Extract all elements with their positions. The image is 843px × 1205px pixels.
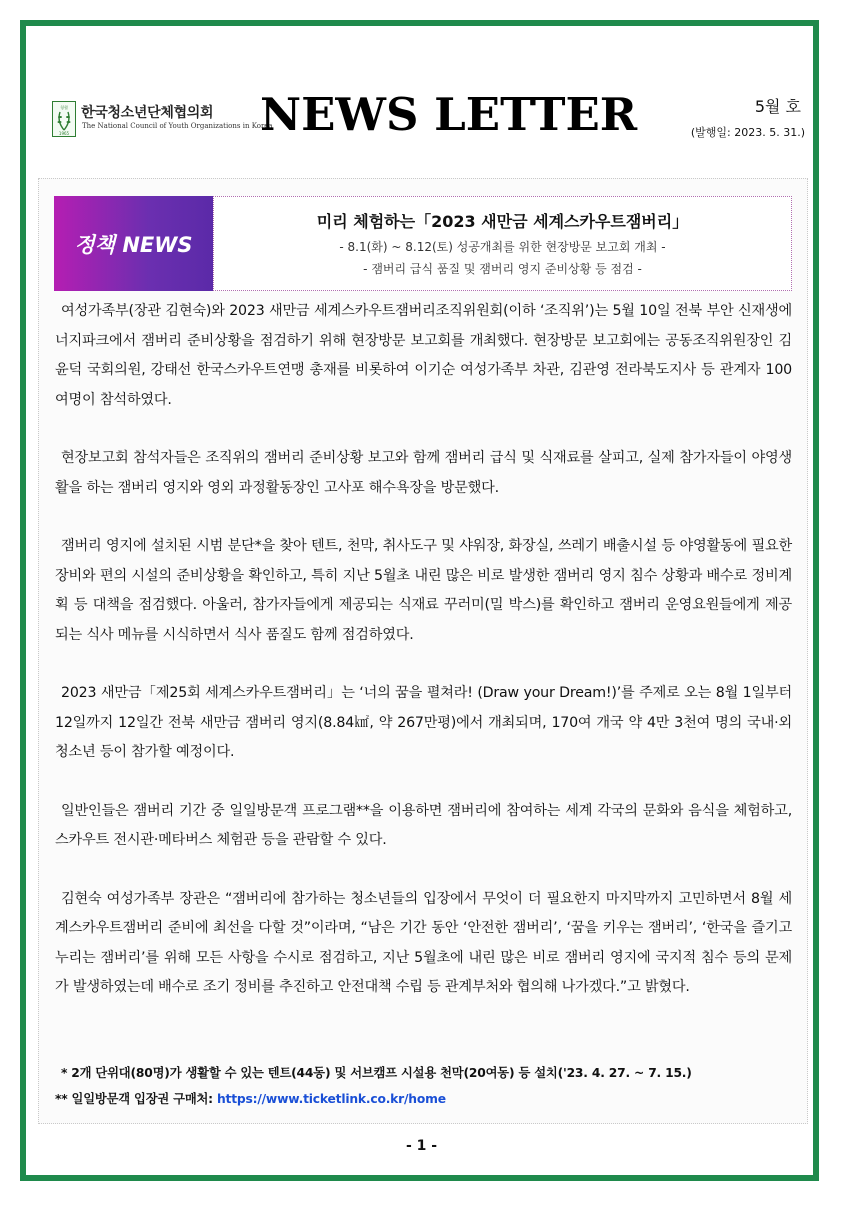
headline-box [213, 196, 792, 291]
headline-subtitle-2: - 잼버리 급식 품질 및 잼버리 영지 준비상황 등 점검 - [363, 262, 642, 276]
headline-title: 미리 체험하는「2023 새만금 세계스카우트잼버리」 [316, 212, 689, 231]
org-logo [52, 101, 76, 137]
page-number: - 1 - [405, 1138, 438, 1154]
org-name-korean: 한국청소년단체협의회 [81, 105, 214, 121]
paragraph: 현장보고회 참석자들은 조직위의 잼버리 준비상황 보고와 함께 잼버리 급식 및 식재료를 살피고, 실제 참가자들이 야영생활을 하는 잼버리 영지와 영외 과정활동장인 고사포 해수욕장을 방문했다. [55, 450, 792, 496]
paragraph: 일반인들은 잼버리 기간 중 일일방문객 프로그램**을 이용하면 잼버리에 참여하는 세계 각국의 문화와 음식을 체험하고, 스카우트 전시관·메타버스 체험관 등을 관람할 수 있다. [55, 802, 792, 848]
headline-subtitle-1: - 8.1(화) ~ 8.12(토) 성공개최를 위한 현장방문 보고회 개최 - [339, 240, 666, 254]
issue-label: 5월 호 [754, 97, 801, 116]
footnote-2-label: ** 일일방문객 입장권 구매처: [55, 1092, 217, 1106]
section-label: 정책 NEWS [74, 232, 193, 257]
svg-text:청협: 청협 [60, 105, 68, 110]
publication-date: (발행일: 2023. 5. 31.) [690, 126, 805, 139]
footnote-1: * 2개 단위대(80명)가 생활할 수 있는 텐트(44동) 및 서브캠프 시설용 천막(20여동) 등 설치('23. 4. 27. ~ 7. 15.) [61, 1066, 692, 1080]
paragraph: 2023 새만금「제25회 세계스카우트잼버리」는 ‘너의 꿈을 펼쳐라! (Draw your Dream!)’를 주제로 오는 8월 1일부터 12일까지 12일간 전북 새만금 잼버리 영지(8.84㎢, 약 267만평)에서 개최되며, 170여 개국 약 4만 3천여 명의 국내·외 청소년 등이 참가할 예정이다. [55, 685, 792, 760]
article-body [55, 297, 792, 1032]
paragraph: 여성가족부(장관 김현숙)와 2023 새만금 세계스카우트잼버리조직위원회(이하 ‘조직위’)는 5월 10일 전북 부안 신재생에너지파크에서 잼버리 준비상황을 점검하기 위해 현장방문 보고회를 개최했다. 현장방문 보고회에는 공동조직위원장인 김윤덕 국회의원, 강태선 한국스카우트연맹 총재를 비롯하여 이기순 여성가족부 차관, 김관영 전라북도지사 등 관계자 100여명이 참석하였다. [55, 303, 792, 408]
footnotes [55, 1060, 795, 1112]
paragraph: 잼버리 영지에 설치된 시범 분단*을 찾아 텐트, 천막, 취사도구 및 샤워장, 화장실, 쓰레기 배출시설 등 야영활동에 필요한 장비와 편의 시설의 준비상황을 확인하고, 특히 지난 5월초 내린 많은 비로 발생한 잼버리 영지 침수 상황과 배수로 정비계획 등 대책을 점검했다. 아울러, 참가자들에게 제공되는 식재료 꾸러미(밀 박스)를 확인하고 잼버리 운영요원들에게 제공되는 식사 메뉴를 시식하면서 식사 품질도 함께 점검하였다. [55, 538, 792, 643]
logo-year: 1965 [58, 131, 70, 136]
footnote-2 [55, 1086, 795, 1112]
paragraph: 김현숙 여성가족부 장관은 “잼버리에 참가하는 청소년들의 입장에서 무엇이 더 필요한지 마지막까지 고민하면서 8월 세계스카우트잼버리 준비에 최선을 다할 것”이라며, “남은 기간 동안 ‘안전한 잼버리’, ‘꿈을 키우는 잼버리’, ‘한국을 즐기고 누리는 잼버리’를 위해 모든 사항을 수시로 점검하고, 지난 5월초에 내린 많은 비로 잼버리 영지에 국지적 침수 등의 문제가 발생하였는데 배수로 조기 정비를 추진하고 안전대책 수립 등 관계부처와 협의해 나가겠다.”고 밝혔다. [55, 890, 792, 995]
org-name-english: The National Council of Youth Organizations in Korea [82, 122, 273, 130]
ticket-link[interactable]: https://www.ticketlink.co.kr/home [216, 1092, 446, 1106]
masthead-title: NEWS LETTER [260, 88, 638, 141]
section-tab [54, 196, 213, 291]
